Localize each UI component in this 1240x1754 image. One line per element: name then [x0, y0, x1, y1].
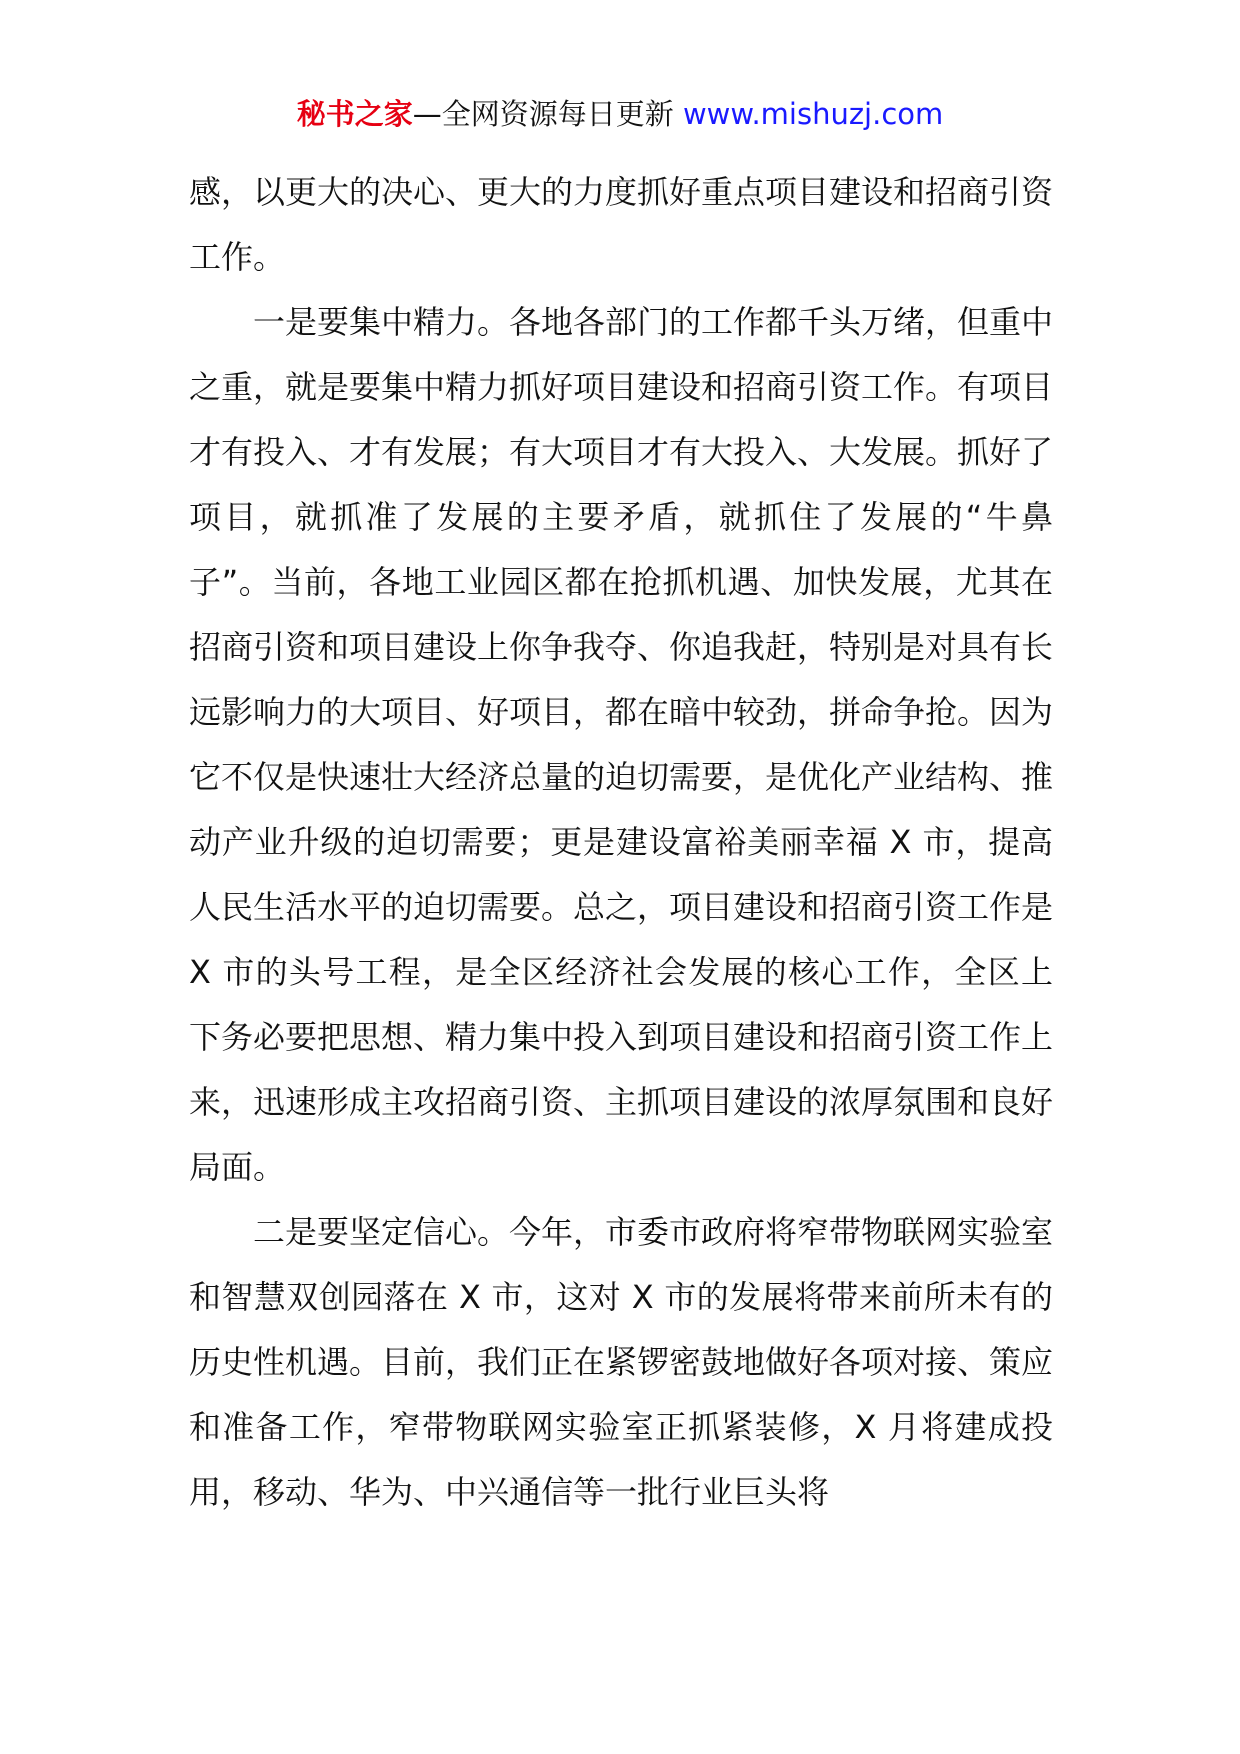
paragraph-focus-energy: 一是要集中精力。各地各部门的工作都千头万绪，但重中之重，就是要集中精力抓好项目建设和招商引资工作。有项目才有投入、才有发展；有大项目才有大投入、大发展。抓好了项目，就抓准了发展的主要矛盾，就抓住了发展的“牛鼻子”。当前，各地工业园区都在抢抓机遇、加快发展，尤其在招商引资和项目建设上你争我夺、你追我赶，特别是对具有长远影响力的大项目、好项目，都在暗中较劲，拼命争抢。因为它不仅是快速壮大经济总量的迫切需要，是优化产业结构、推动产业升级的迫切需要；更是建设富裕美丽幸福 X 市，提高人民生活水平的迫切需要。总之，项目建设和招商引资工作是 X 市的头号工程，是全区经济社会发展的核心工作，全区上下务必要把思想、精力集中投入到项目建设和招商引资工作上来，迅速形成主攻招商引资、主抓项目建设的浓厚氛围和良好局面。	[189, 303, 1054, 1186]
paragraph-continuation: 感，以更大的决心、更大的力度抓好重点项目建设和招商引资工作。	[189, 173, 1054, 276]
site-header	[0, 94, 1240, 134]
document-body	[189, 160, 1053, 1525]
site-url-link[interactable]: www.mishuzj.com	[682, 97, 944, 131]
site-brand: 秘书之家	[296, 97, 413, 131]
paragraph-strengthen-confidence: 二是要坚定信心。今年，市委市政府将窄带物联网实验室和智慧双创园落在 X 市，这对 X 市的发展将带来前所未有的历史性机遇。目前，我们正在紧锣密鼓地做好各项对接、策应和准备工作，窄带物联网实验室正抓紧装修，X 月将建成投用，移动、华为、中兴通信等一批行业巨头将	[189, 1213, 1054, 1511]
site-slogan: —全网资源每日更新	[412, 97, 683, 131]
